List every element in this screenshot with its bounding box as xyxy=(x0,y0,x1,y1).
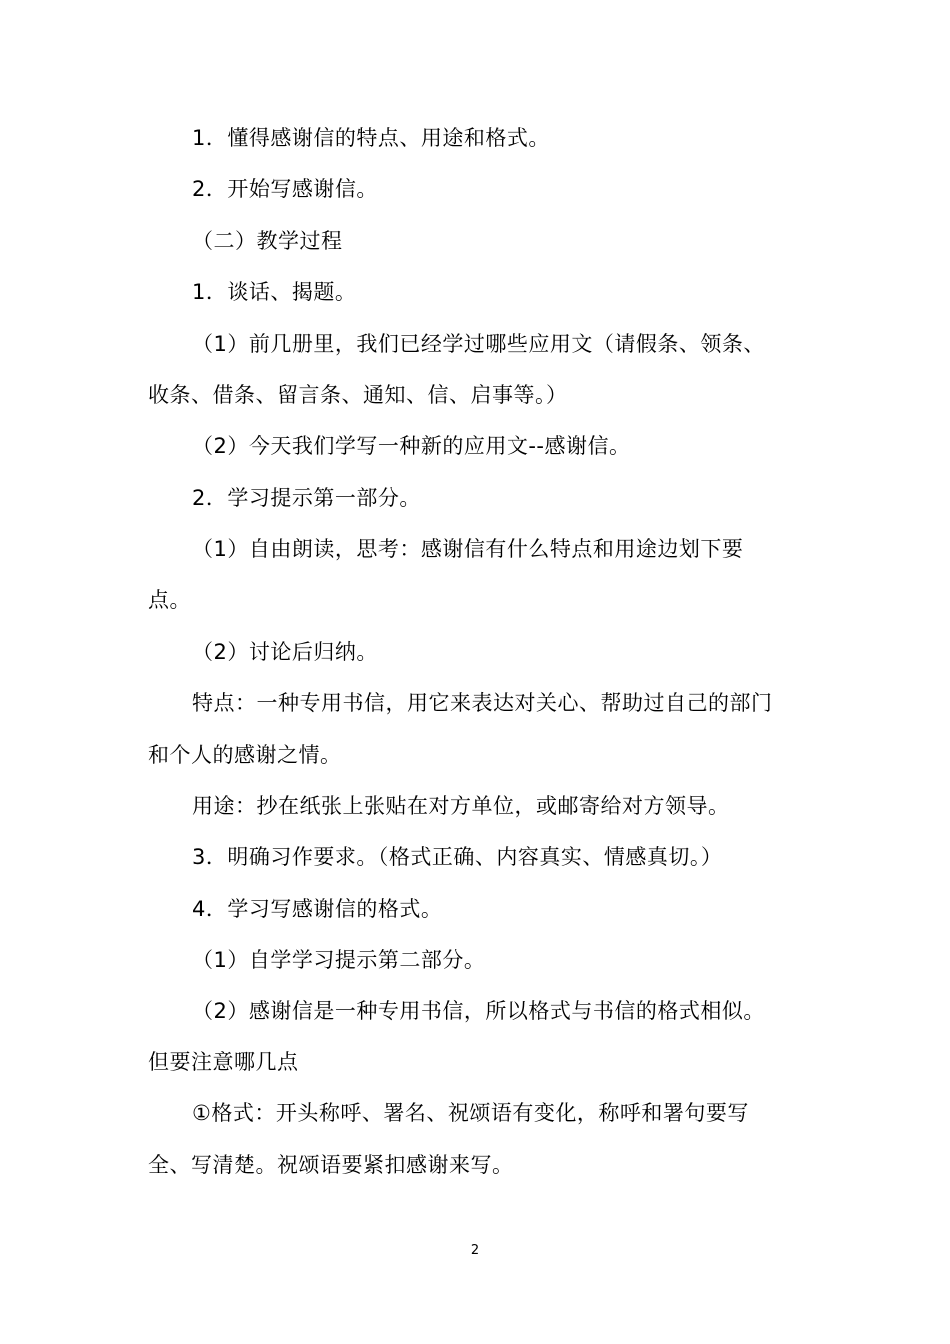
text-line: 用途：抄在纸张上张贴在对方单位，或邮寄给对方领导。 xyxy=(192,794,730,818)
text-line: 2．学习提示第一部分。 xyxy=(192,486,421,510)
text-line: （2）讨论后归纳。 xyxy=(192,640,378,664)
text-line: 收条、借条、留言条、通知、信、启事等。） xyxy=(148,383,568,407)
text-line: （2）感谢信是一种专用书信，所以格式与书信的格式相似。 xyxy=(192,999,765,1023)
text-line: 点。 xyxy=(148,588,191,612)
text-line: 4．学习写感谢信的格式。 xyxy=(192,897,443,921)
page-number: 2 xyxy=(470,1243,480,1258)
text-line: 1．懂得感谢信的特点、用途和格式。 xyxy=(192,126,550,150)
text-line: （2）今天我们学写一种新的应用文--感谢信。 xyxy=(192,434,631,458)
text-line: 特点：一种专用书信，用它来表达对关心、帮助过自己的部门 xyxy=(192,691,773,715)
text-line: ①格式：开头称呼、署名、祝颂语有变化，称呼和署句要写 xyxy=(192,1101,749,1125)
section-heading: （二）教学过程 xyxy=(192,229,343,253)
text-line: 3．明确习作要求。（格式正确、内容真实、情感真切。） xyxy=(192,845,723,869)
text-line: 1．谈话、揭题。 xyxy=(192,280,357,304)
text-line: 全、写清楚。祝颂语要紧扣感谢来写。 xyxy=(148,1153,514,1177)
text-line: 和个人的感谢之情。 xyxy=(148,743,342,767)
text-line: （1）自学学习提示第二部分。 xyxy=(192,948,486,972)
text-line: 但要注意哪几点 xyxy=(148,1050,299,1074)
text-line: （1）前几册里，我们已经学过哪些应用文（请假条、领条、 xyxy=(192,332,765,356)
text-line: （1）自由朗读，思考：感谢信有什么特点和用途边划下要 xyxy=(192,537,744,561)
text-line: 2．开始写感谢信。 xyxy=(192,177,378,201)
